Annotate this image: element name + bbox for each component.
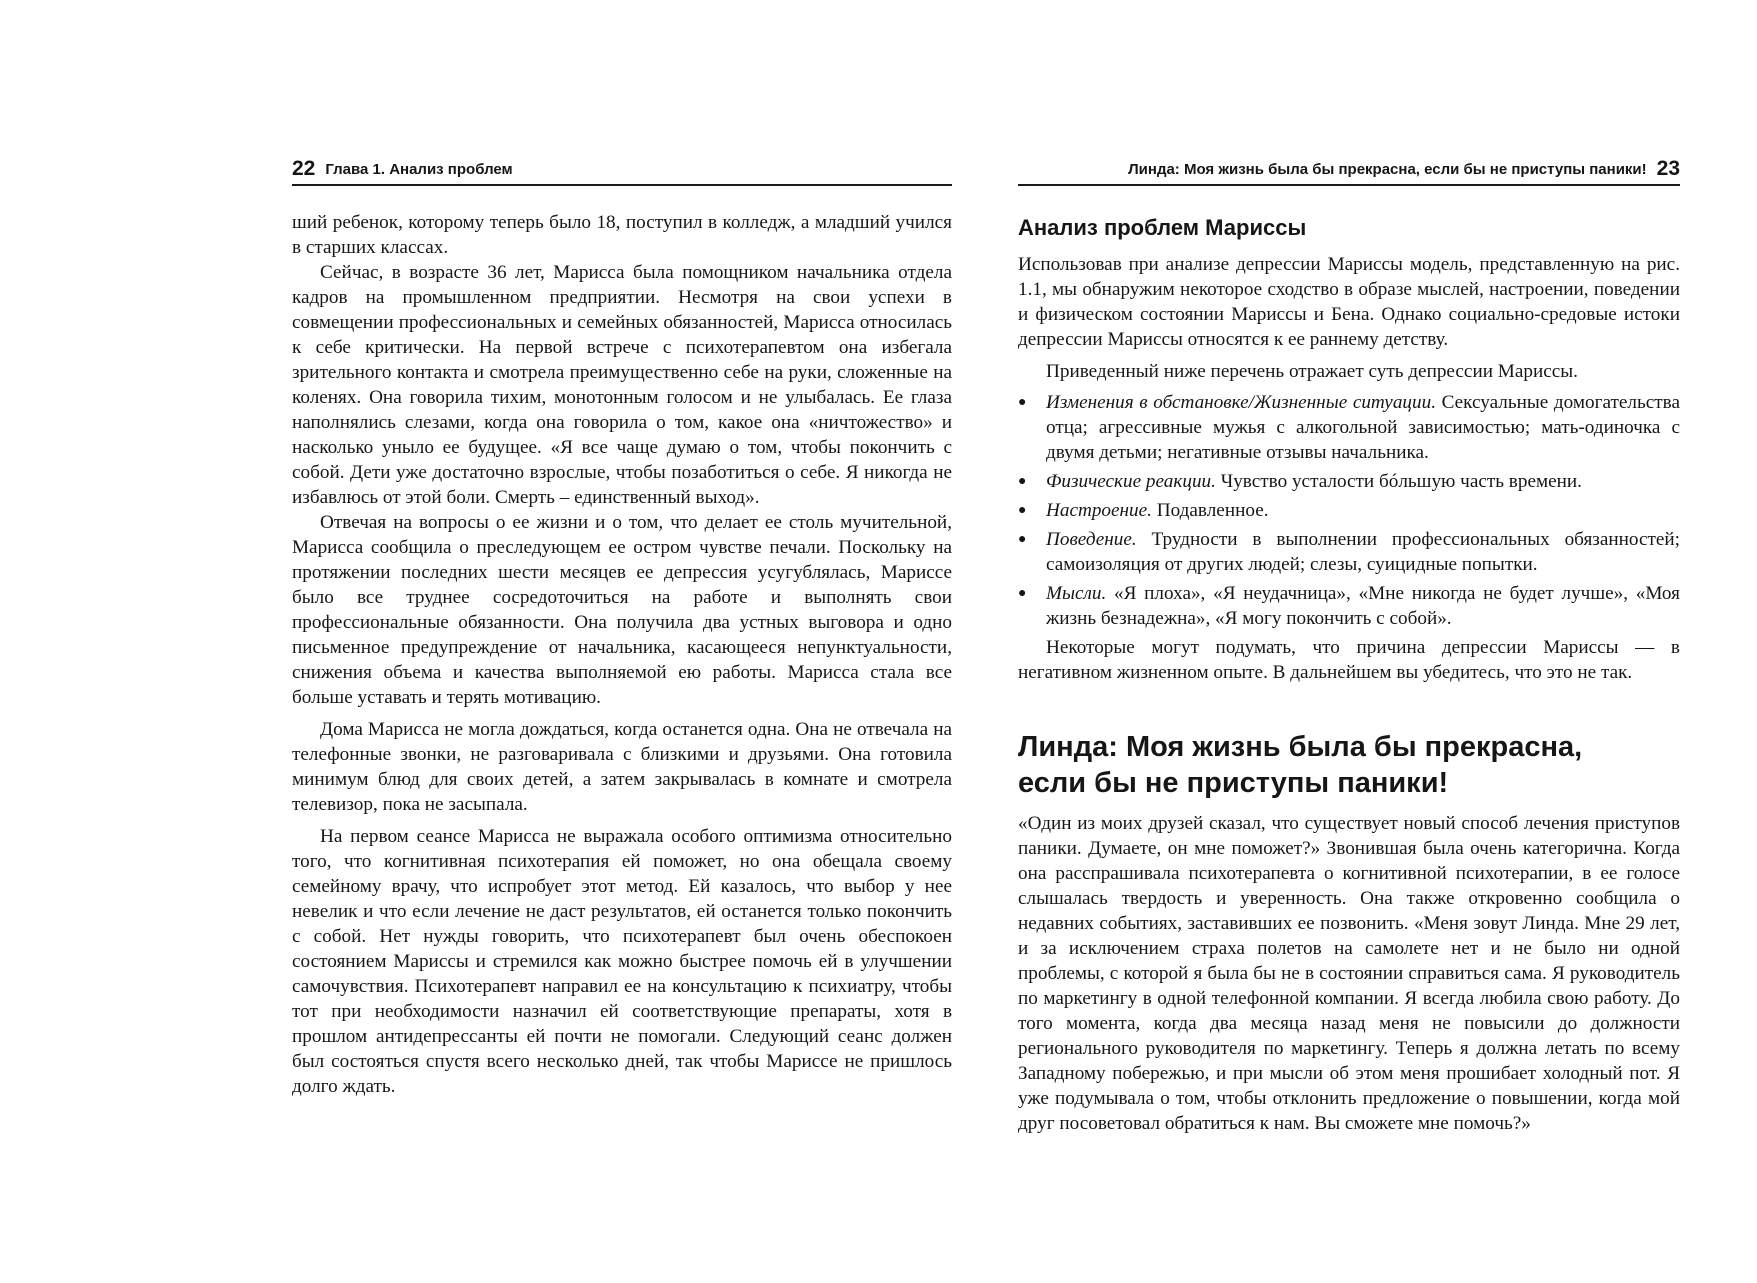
bullet-icon: ● <box>1018 586 1027 601</box>
bullet-icon: ● <box>1018 474 1027 489</box>
right-body-text <box>1018 214 1680 1136</box>
section-heading-linda <box>1018 729 1680 801</box>
list-item <box>1018 527 1680 577</box>
list-item <box>1018 390 1680 465</box>
right-page <box>1018 0 1680 1283</box>
list-item-text: Чувство усталости бóльшую часть времени. <box>1215 471 1582 492</box>
list-item-text: Трудности в выполнении профессиональных обязанностей; самоизоляция от других людей; слезы, суицидные попытки. <box>1046 529 1680 575</box>
page-number-right: 23 <box>1656 157 1680 180</box>
section-running-title: Линда: Моя жизнь была бы прекрасна, если бы не приступы паники! <box>1128 161 1647 178</box>
left-page <box>292 0 952 1283</box>
heading-line: Линда: Моя жизнь была бы прекрасна, <box>1018 731 1583 763</box>
left-body-text <box>292 210 952 1099</box>
paragraph: Приведенный ниже перечень отражает суть депрессии Мариссы. <box>1046 361 1578 382</box>
list-item <box>1018 498 1680 523</box>
right-header-rule <box>1018 184 1680 186</box>
list-item-label: Настроение. <box>1046 500 1152 521</box>
list-item-label: Поведение. <box>1046 529 1137 550</box>
paragraph: Дома Марисса не могла дождаться, когда останется одна. Она не отвечала на телефонные звонки, не разговаривала с близкими и друзьями. Она готовила минимум блюд для своих детей, а затем закрывалась в комнате и смотрела телевизор, пока не засыпала. <box>292 719 952 815</box>
heading-line: если бы не приступы паники! <box>1018 767 1449 799</box>
symptom-list <box>1018 390 1680 631</box>
bullet-icon: ● <box>1018 532 1027 547</box>
chapter-title: Глава 1. Анализ проблем <box>325 161 513 178</box>
left-header-rule <box>292 184 952 186</box>
bullet-icon: ● <box>1018 503 1027 518</box>
paragraph: ший ребенок, которому теперь было 18, поступил в колледж, а младший учился в старших классах. <box>292 212 952 258</box>
list-item-label: Изменения в обстановке/Жизненные ситуации. <box>1046 392 1436 413</box>
list-item-text: «Я плоха», «Я неудачница», «Мне никогда не будет лучше», «Моя жизнь безнадежна», «Я могу покончить с собой». <box>1046 583 1680 629</box>
paragraph: Отвечая на вопросы о ее жизни и о том, что делает ее столь мучительной, Марисса сообщила о преследующем ее остром чувстве печали. Поскольку на протяжении последних шести месяцев ее депрессия усугублялась, Мариссе было все труднее сосредоточиться на работе и выполнять свои профессиональные обязанности. Она получила два устных выговора и одно письменное предупреждение от начальника, касающееся непунктуальности, снижения объема и качества выполняемой ею работы. Марисса стала все больше уставать и терять мотивацию. <box>292 512 952 708</box>
left-running-head <box>292 158 952 180</box>
list-item <box>1018 581 1680 631</box>
paragraph: Сейчас, в возрасте 36 лет, Марисса была помощником начальника отдела кадров на промышленном предприятии. Несмотря на свои успехи в совмещении профессиональных и семейных обязанностей, Марисса относилась к себе критически. На первой встрече с психотерапевтом она избегала зрительного контакта и смотрела преимущественно себе на руки, сложенные на коленях. Она говорила тихим, монотонным голосом и не улыбалась. Ее глаза наполнялись слезами, когда она говорила о том, какое она «ничтожество» и насколько уныло ее будущее. «Я все чаще думаю о том, чтобы покончить с собой. Дети уже достаточно взрослые, чтобы позаботиться о себе. Я никогда не избавлюсь от этой боли. Смерть – единственный выход». <box>292 262 952 508</box>
right-running-head <box>1018 158 1680 180</box>
bullet-icon: ● <box>1018 395 1027 410</box>
list-item-label: Физические реакции. <box>1046 471 1216 492</box>
list-item-text: Подавленное. <box>1151 500 1269 521</box>
paragraph: «Один из моих друзей сказал, что существует новый способ лечения приступов паники. Думаете, он мне поможет?» Звонившая была очень категорична. Когда она расспрашивала психотерапевта о когнитивной психотерапии, в ее голосе слышалась твердость и уверенность. Она также откровенно сообщила о недавних событиях, заставивших ее позвонить. «Меня зовут Линда. Мне 29 лет, и за исключением страха полетов на самолете нет и не было ни одной проблемы, с которой я была бы не в состоянии справиться сама. Я руководитель по маркетингу в одной телефонной компании. Я всегда любила свою работу. До того момента, когда два месяца назад меня не повысили до должности регионального руководителя по маркетингу. Теперь я должна летать по всему Западному побережью, и при мысли об этом меня прошибает холодный пот. Я уже подумывала о том, чтобы отклонить предложение о повышении, когда мой друг посоветовал обратиться к нам. Вы сможете мне помочь?» <box>1018 813 1680 1134</box>
list-item <box>1018 469 1680 494</box>
list-item-text: Сексуальные домогательства отца; агрессивные мужья с алкогольной зависимостью; мать-одиночка с двумя детьми; негативные отзывы начальника. <box>1046 392 1680 463</box>
paragraph: Использовав при анализе депрессии Мариссы модель, представленную на рис. 1.1, мы обнаружим некоторое сходство в образе мыслей, настроении, поведении и физическом состоянии Мариссы и Бена. Однако социально-средовые истоки депрессии Мариссы относятся к ее раннему детству. <box>1018 254 1680 350</box>
paragraph: На первом сеансе Марисса не выражала особого оптимизма относительно того, что когнитивная психотерапия ей поможет, но она обещала своему семейному врачу, что испробует этот метод. Ей казалось, что выбор у нее невелик и что если лечение не даст результатов, ей останется только покончить с собой. Нет нужды говорить, что психотерапевт был очень обеспокоен состоянием Мариссы и стремился как можно быстрее помочь ей в улучшении самочувствия. Психотерапевт направил ее на консультацию к психиатру, чтобы тот при необходимости назначил ей соответствующие препараты, хотя в прошлом антидепрессанты ей почти не помогали. Следующий сеанс должен был состояться спустя всего несколько дней, так чтобы Мариссе не пришлось долго ждать. <box>292 826 952 1097</box>
list-item-label: Мысли. <box>1046 583 1107 604</box>
paragraph: Некоторые могут подумать, что причина депрессии Мариссы — в негативном жизненном опыте. В дальнейшем вы убедитесь, что это не так. <box>1018 637 1680 683</box>
page-number-left: 22 <box>292 157 316 180</box>
section-heading-marissa: Анализ проблем Мариссы <box>1018 215 1307 240</box>
